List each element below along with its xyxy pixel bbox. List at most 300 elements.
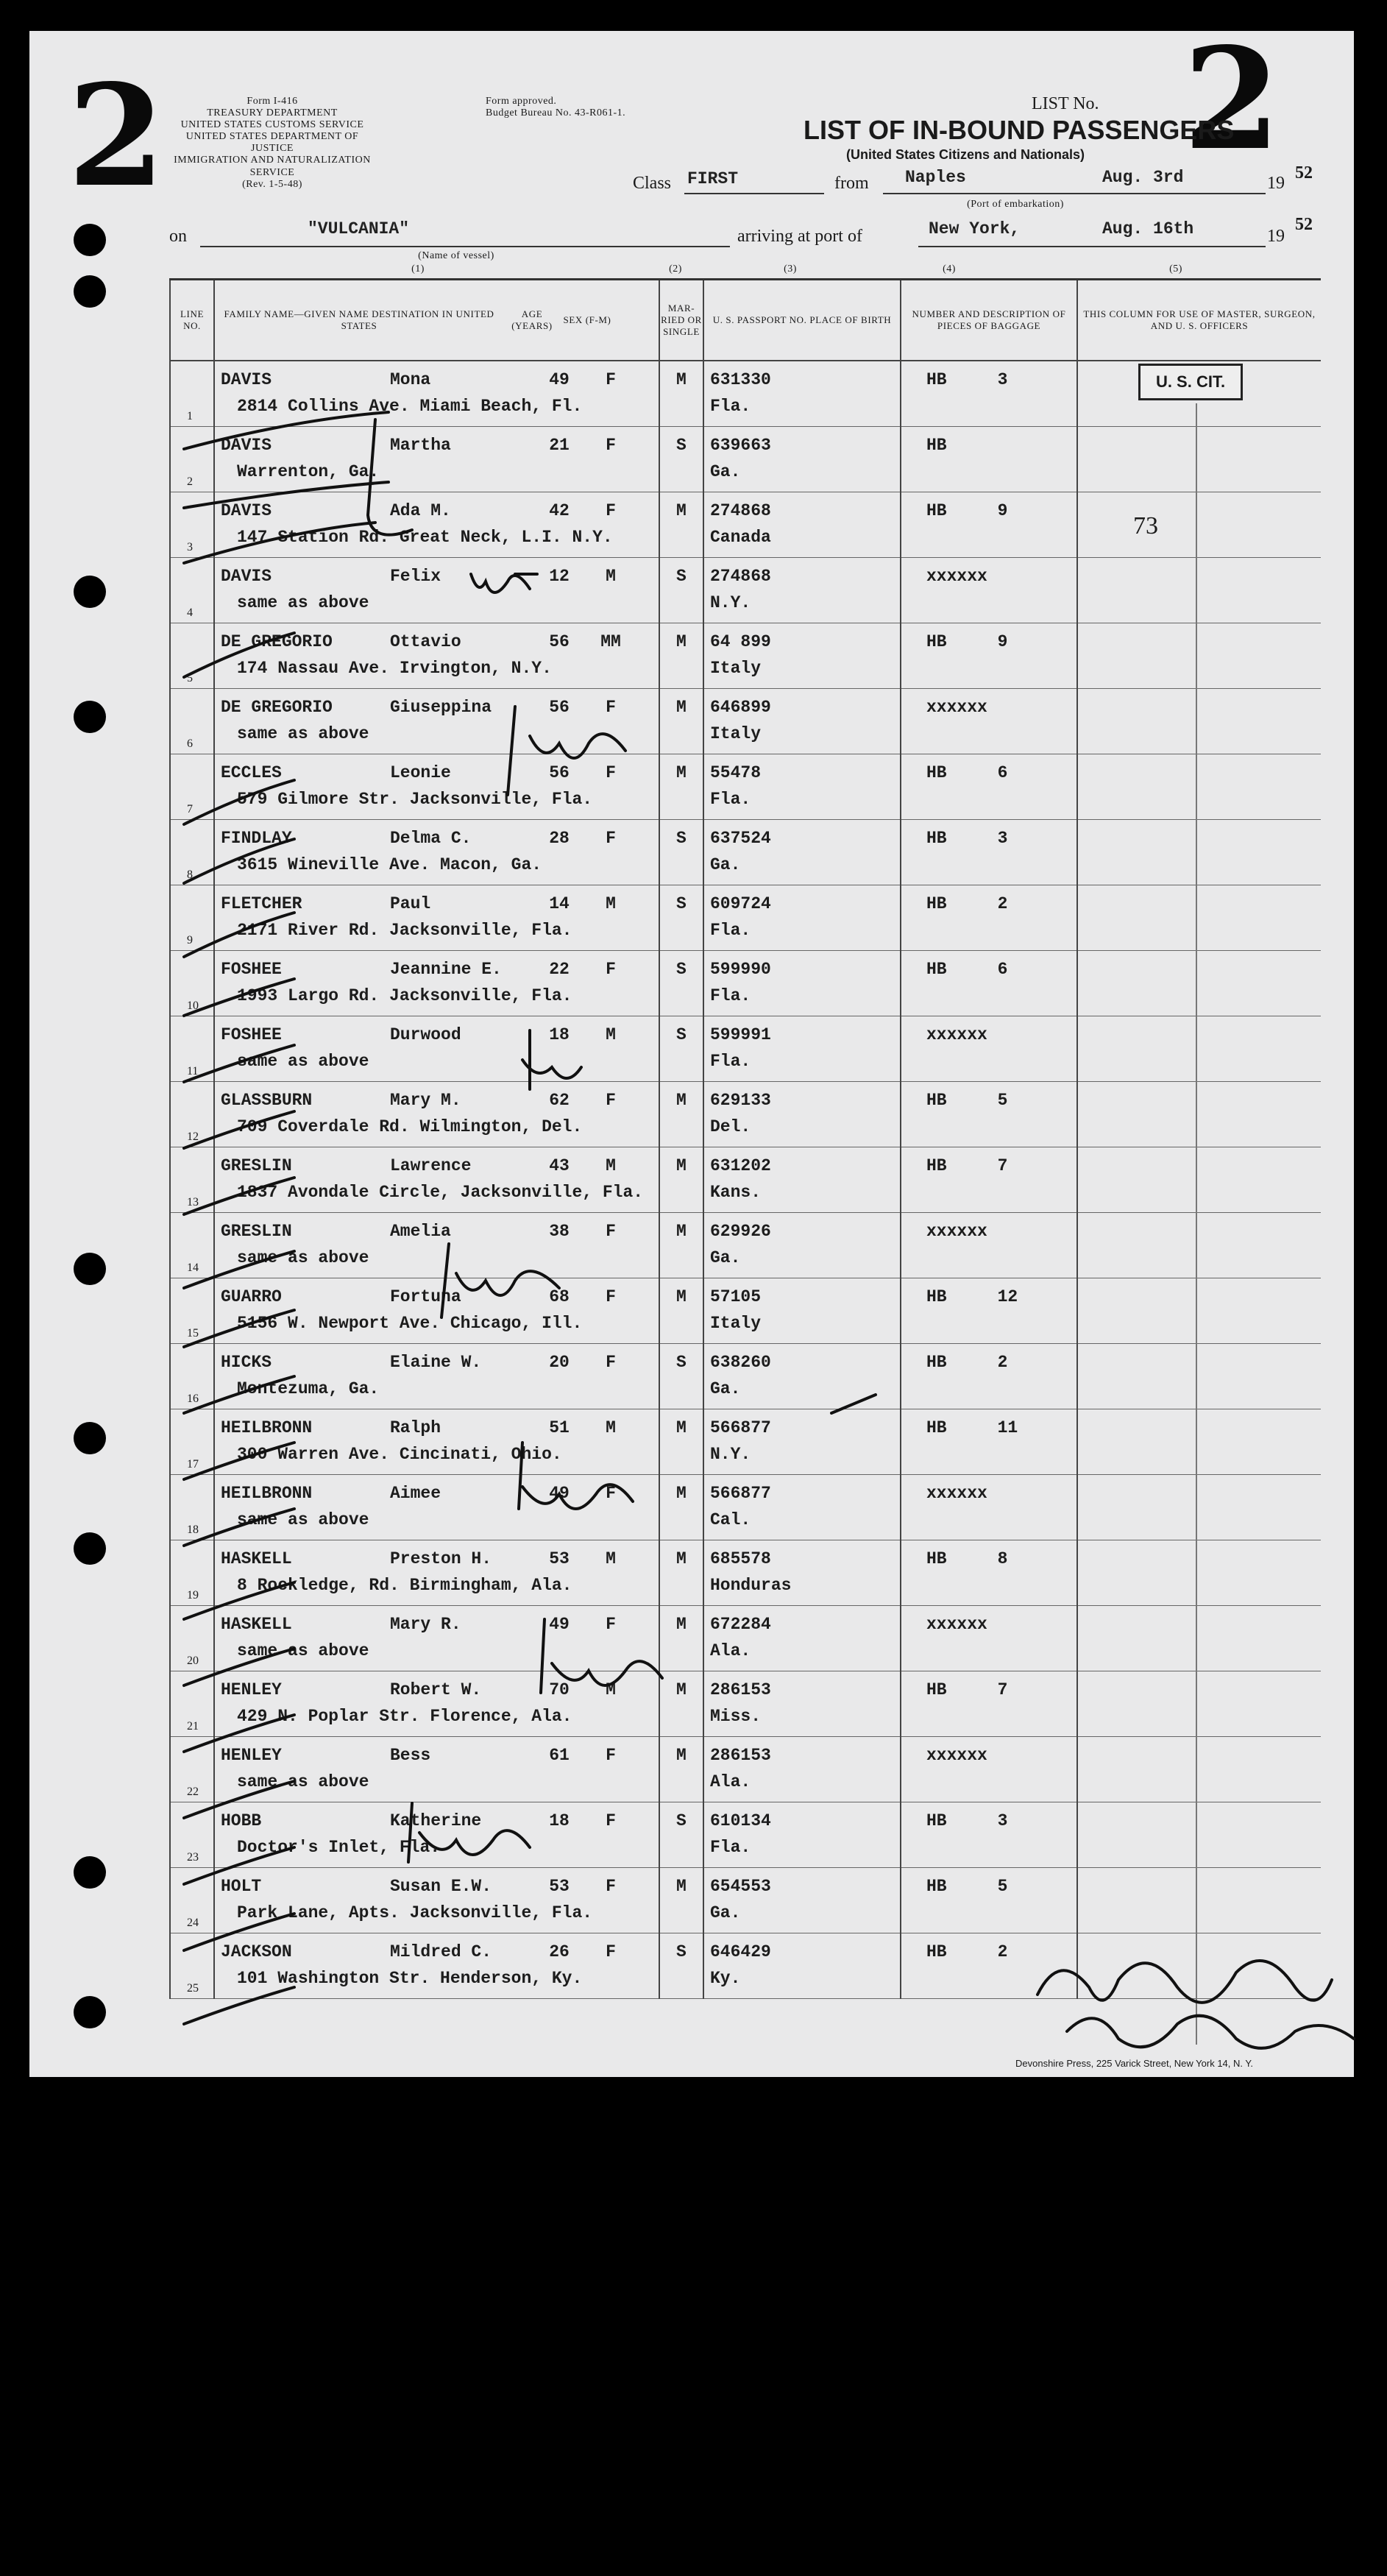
given-name: Lawrence [390,1156,472,1175]
name-cell [214,1213,659,1278]
passport-number: 599990 [710,960,771,979]
baggage-cell [901,1147,1077,1213]
marital-cell [659,1278,703,1344]
place-of-birth: Del. [710,1117,751,1136]
table-row [170,1802,1321,1868]
on-label: on [169,227,187,246]
marital-cell [659,1540,703,1606]
marital-cell [659,689,703,754]
age: 62 [549,1091,570,1110]
baggage-count: 2 [997,894,1008,913]
given-name: Susan E.W. [390,1877,492,1896]
baggage-count: 5 [997,1091,1008,1110]
arriving-label: arriving at port of [737,227,862,246]
line-no-cell: 24 [170,1868,214,1933]
table-row [170,1540,1321,1606]
marital-status: S [676,1353,687,1372]
age: 49 [549,1484,570,1503]
passport-cell [703,1344,901,1409]
given-name: Ottavio [390,632,461,651]
line-no-cell: 7 [170,754,214,820]
arrival-year: 52 [1295,215,1313,234]
name-cell [214,1016,659,1082]
from-label: from [834,174,869,193]
destination: 5156 W. Newport Ave. Chicago, Ill. [237,1314,583,1333]
family-name: FOSHEE [221,1025,282,1044]
given-name: Giuseppina [390,698,492,717]
age: 18 [549,1025,570,1044]
marital-cell [659,427,703,492]
printer-footer: Devonshire Press, 225 Varick Street, New York 14, N. Y. [1015,2058,1253,2069]
baggage-count: 3 [997,1811,1008,1830]
family-name: HOLT [221,1877,262,1896]
name-cell [214,1082,659,1147]
officer-note: 73 [1133,512,1158,539]
sex: M [606,894,616,913]
port-embark-label: (Port of embarkation) [967,199,1064,210]
place-of-birth: Ala. [710,1641,751,1660]
baggage-count: 9 [997,501,1008,520]
baggage-cell [901,885,1077,951]
table-row [170,1409,1321,1475]
officer-cell [1077,885,1321,951]
given-name: Robert W. [390,1680,482,1699]
marital-status: S [676,960,687,979]
passport-number: 286153 [710,1746,771,1765]
passport-cell [703,1278,901,1344]
place-of-birth: N.Y. [710,593,751,612]
place-of-birth: Miss. [710,1707,762,1726]
baggage-type: HB [926,370,947,389]
form-block: Form I-416 TREASURY DEPARTMENT UNITED STATES CUSTOMS SERVICE UNITED STATES DEPARTMENT OF JUSTICE IMMIGRATION AND NATURALIZATION SERVICE (Rev. 1-5-48) [174,96,371,190]
table-row [170,1475,1321,1540]
passport-number: 274868 [710,567,771,586]
passport-cell [703,623,901,689]
family-name: DE GREGORIO [221,632,333,651]
passport-number: 64 899 [710,632,771,651]
age: 53 [549,1549,570,1568]
family-name: HENLEY [221,1680,282,1699]
sex: F [606,1484,616,1503]
passport-cell [703,1082,901,1147]
table-row [170,820,1321,885]
baggage-type: HB [926,1877,947,1896]
line-no-cell: 22 [170,1737,214,1802]
given-name: Elaine W. [390,1353,482,1372]
passport-cell [703,1147,901,1213]
sex: M [606,1418,616,1437]
marital-status: M [676,1877,687,1896]
destination: 2814 Collins Ave. Miami Beach, Fl. [237,397,583,416]
given-name: Ada M. [390,501,451,520]
passport-cell [703,1737,901,1802]
place-of-birth: Italy [710,659,762,678]
destination: 3615 Wineville Ave. Macon, Ga. [237,855,542,874]
officer-cell [1077,1278,1321,1344]
baggage-type: HB [926,1091,947,1110]
col-line-no: LINE NO. [170,280,214,361]
marital-status: M [676,1418,687,1437]
baggage-count: 5 [997,1877,1008,1896]
officer-cell [1077,1213,1321,1278]
punch-hole [74,275,106,308]
place-of-birth: Italy [710,724,762,743]
sex: M [606,1549,616,1568]
baggage-type: HB [926,1549,947,1568]
name-cell [214,951,659,1016]
year-prefix: 19 [1267,174,1285,193]
baggage-cell [901,1016,1077,1082]
marital-cell [659,1737,703,1802]
marital-cell [659,1606,703,1671]
sex: F [606,1353,616,1372]
marital-status: M [676,1156,687,1175]
marital-cell [659,558,703,623]
baggage-cell [901,1868,1077,1933]
destination: Park Lane, Apts. Jacksonville, Fla. [237,1903,593,1922]
marital-status: S [676,436,687,455]
line-no-cell: 1 [170,361,214,427]
destination: same as above [237,1510,369,1529]
baggage-count: 6 [997,763,1008,782]
age: 56 [549,632,570,651]
destination: Doctor's Inlet, Fla. [237,1838,441,1857]
destination: same as above [237,1248,369,1267]
passport-cell [703,558,901,623]
marital-status: M [676,1746,687,1765]
name-cell [214,1671,659,1737]
family-name: HOBB [221,1811,262,1830]
baggage-type: xxxxxx [926,567,987,586]
sex: F [606,501,616,520]
name-cell [214,558,659,623]
officer-cell [1077,1671,1321,1737]
name-cell [214,1147,659,1213]
family-name: HEILBRONN [221,1484,313,1503]
passport-number: 685578 [710,1549,771,1568]
baggage-type: xxxxxx [926,1746,987,1765]
given-name: Mildred C. [390,1942,492,1961]
passport-cell [703,1409,901,1475]
passport-number: 631330 [710,370,771,389]
marital-cell [659,1409,703,1475]
col-num: (5) [1169,263,1182,275]
baggage-cell [901,427,1077,492]
marital-status: M [676,1287,687,1306]
given-name: Katherine [390,1811,482,1830]
page-title: LIST OF IN-BOUND PASSENGERS [804,115,1235,145]
table-row [170,558,1321,623]
destination: 1993 Largo Rd. Jacksonville, Fla. [237,986,572,1005]
age: 53 [549,1877,570,1896]
punch-hole [74,1856,106,1889]
name-cell [214,427,659,492]
age: 38 [549,1222,570,1241]
baggage-cell [901,1475,1077,1540]
place-of-birth: Fla. [710,921,751,940]
passport-number: 286153 [710,1680,771,1699]
officer-cell [1077,1147,1321,1213]
form-approval: Form approved. Budget Bureau No. 43-R061-1. [486,96,626,119]
age: 18 [549,1811,570,1830]
given-name: Preston H. [390,1549,492,1568]
baggage-count: 2 [997,1353,1008,1372]
table-row [170,1737,1321,1802]
passport-cell [703,361,901,427]
line-no-cell: 16 [170,1344,214,1409]
marital-cell [659,885,703,951]
given-name: Delma C. [390,829,472,848]
family-name: HASKELL [221,1615,292,1634]
place-of-birth: Ala. [710,1772,751,1791]
given-name: Martha [390,436,451,455]
destination: same as above [237,724,369,743]
sex: F [606,370,616,389]
name-cell [214,1475,659,1540]
line-no-cell: 4 [170,558,214,623]
baggage-cell [901,1344,1077,1409]
passport-number: 55478 [710,763,762,782]
sex: M [606,1025,616,1044]
line-no-cell: 10 [170,951,214,1016]
name-cell [214,1344,659,1409]
marital-status: S [676,829,687,848]
baggage-type: xxxxxx [926,1025,987,1044]
place-of-birth: Italy [710,1314,762,1333]
marital-cell [659,1671,703,1737]
passport-cell [703,1540,901,1606]
family-name: FLETCHER [221,894,302,913]
passport-cell [703,1868,901,1933]
family-name: HASKELL [221,1549,292,1568]
baggage-count: 9 [997,632,1008,651]
marital-cell [659,1147,703,1213]
place-of-birth: Canada [710,528,771,547]
passport-number: 599991 [710,1025,771,1044]
passport-cell [703,1016,901,1082]
line-no-cell: 15 [170,1278,214,1344]
given-name: Jeannine E. [390,960,502,979]
baggage-type: HB [926,829,947,848]
baggage-cell [901,558,1077,623]
col-married: MAR-RIED OR SINGLE [659,280,703,361]
marital-cell [659,361,703,427]
marital-status: S [676,894,687,913]
passport-cell [703,885,901,951]
passport-number: 637524 [710,829,771,848]
age: 61 [549,1746,570,1765]
sex: F [606,1615,616,1634]
us-citizen-stamp: U. S. CIT. [1138,364,1243,400]
col-num: (3) [784,263,797,275]
sex: F [606,829,616,848]
age: 51 [549,1418,570,1437]
passport-cell [703,1213,901,1278]
destination: 8 Rockledge, Rd. Birmingham, Ala. [237,1576,572,1595]
officer-cell [1077,1344,1321,1409]
baggage-type: HB [926,1942,947,1961]
destination: Montezuma, Ga. [237,1379,380,1398]
baggage-cell [901,1082,1077,1147]
baggage-type: xxxxxx [926,1484,987,1503]
passport-number: 646429 [710,1942,771,1961]
marital-status: M [676,501,687,520]
baggage-type: xxxxxx [926,1615,987,1634]
table-row [170,1016,1321,1082]
place-of-birth: Ga. [710,1379,741,1398]
place-of-birth: Ga. [710,1903,741,1922]
officer-cell [1077,1475,1321,1540]
baggage-count: 8 [997,1549,1008,1568]
baggage-cell [901,1213,1077,1278]
age: 68 [549,1287,570,1306]
destination: same as above [237,593,369,612]
place-of-birth: Fla. [710,986,751,1005]
baggage-type: HB [926,1811,947,1830]
family-name: HENLEY [221,1746,282,1765]
passport-cell [703,1802,901,1868]
marital-status: M [676,1549,687,1568]
age: 20 [549,1353,570,1372]
marital-cell [659,1802,703,1868]
class-label: Class [633,174,672,193]
arrival-year-prefix: 19 [1267,227,1285,246]
punch-hole [74,1422,106,1454]
table-row [170,427,1321,492]
baggage-cell [901,820,1077,885]
table-row [170,1147,1321,1213]
marital-cell [659,951,703,1016]
marital-cell [659,623,703,689]
line-no-cell: 17 [170,1409,214,1475]
family-name: GRESLIN [221,1222,292,1241]
name-cell [214,1737,659,1802]
given-name: Mary M. [390,1091,461,1110]
age: 56 [549,698,570,717]
baggage-count: 7 [997,1156,1008,1175]
family-name: GLASSBURN [221,1091,313,1110]
list-no-label: LIST No. [1032,94,1099,113]
from-year: 52 [1295,163,1313,183]
sex: F [606,1746,616,1765]
marital-status: M [676,698,687,717]
destination: 174 Nassau Ave. Irvington, N.Y. [237,659,552,678]
baggage-type: HB [926,632,947,651]
age: 42 [549,501,570,520]
punch-hole [74,576,106,608]
col-num: (1) [411,263,425,275]
marital-status: S [676,1811,687,1830]
sex: F [606,1287,616,1306]
officer-cell [1077,820,1321,885]
line-no-cell: 9 [170,885,214,951]
table-row [170,1213,1321,1278]
destination: 1837 Avondale Circle, Jacksonville, Fla. [237,1183,644,1202]
marital-status: M [676,1615,687,1634]
passport-number: 566877 [710,1484,771,1503]
name-cell [214,754,659,820]
family-name: JACKSON [221,1942,292,1961]
age: 49 [549,1615,570,1634]
sex: F [606,1091,616,1110]
line-no-cell: 6 [170,689,214,754]
table-row [170,1082,1321,1147]
marital-cell [659,1475,703,1540]
baggage-cell [901,1737,1077,1802]
family-name: GUARRO [221,1287,282,1306]
passport-number: 654553 [710,1877,771,1896]
name-cell [214,1409,659,1475]
marital-cell [659,1016,703,1082]
baggage-cell [901,623,1077,689]
age: 43 [549,1156,570,1175]
given-name: Felix [390,567,441,586]
baggage-type: HB [926,501,947,520]
sheet-number-left: 2 [68,54,166,218]
col-passport: U. S. PASSPORT NO. PLACE OF BIRTH [703,280,901,361]
sex: F [606,1942,616,1961]
sex: F [606,698,616,717]
punch-hole [74,224,106,256]
col-num: (4) [943,263,956,275]
place-of-birth: Ga. [710,1248,741,1267]
passport-number: 629926 [710,1222,771,1241]
passport-number: 639663 [710,436,771,455]
arrival-date: Aug. 16th [1102,219,1194,238]
name-cell [214,689,659,754]
family-name: DAVIS [221,567,272,586]
marital-status: S [676,1942,687,1961]
sex: M [606,1156,616,1175]
officer-column-divider [1196,403,1197,2045]
marital-status: M [676,1091,687,1110]
baggage-type: HB [926,960,947,979]
family-name: HICKS [221,1353,272,1372]
col-num: (2) [669,263,682,275]
passport-cell [703,754,901,820]
arrival-port: New York, [929,219,1021,238]
line-no-cell: 25 [170,1933,214,1999]
baggage-cell [901,689,1077,754]
baggage-cell [901,754,1077,820]
destination: Warrenton, Ga. [237,462,380,481]
baggage-type: xxxxxx [926,1222,987,1241]
passport-cell [703,1606,901,1671]
line-no-cell: 3 [170,492,214,558]
punch-hole [74,1532,106,1565]
baggage-type: HB [926,1418,947,1437]
officer-cell [1077,623,1321,689]
place-of-birth: Cal. [710,1510,751,1529]
page-subtitle: (United States Citizens and Nationals) [846,147,1085,162]
passport-number: 274868 [710,501,771,520]
table-row [170,689,1321,754]
baggage-cell [901,1540,1077,1606]
officer-cell [1077,689,1321,754]
name-cell [214,1868,659,1933]
marital-cell [659,1868,703,1933]
marital-status: M [676,370,687,389]
table-row [170,1933,1321,1999]
family-name: FINDLAY [221,829,292,848]
destination: same as above [237,1052,369,1071]
sex: MM [600,632,621,651]
passport-cell [703,951,901,1016]
place-of-birth: Fla. [710,1052,751,1071]
passport-cell [703,689,901,754]
table-row [170,1671,1321,1737]
baggage-count: 7 [997,1680,1008,1699]
